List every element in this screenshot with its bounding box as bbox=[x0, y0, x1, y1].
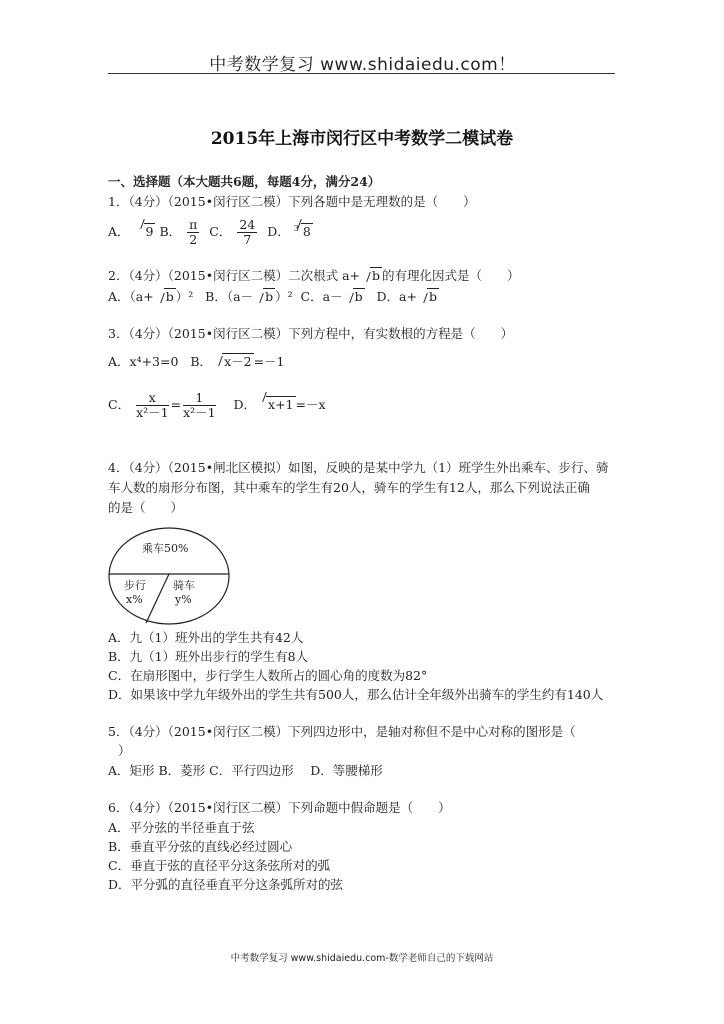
q2-option-c-radicand: b bbox=[354, 289, 363, 304]
q3-option-c-fraction-2 bbox=[183, 391, 216, 420]
q3-option-c-denominator-1: x²－1 bbox=[136, 405, 169, 420]
q2-option-b: B．（a－ bbox=[205, 289, 254, 304]
q2-option-b-sqrt bbox=[253, 289, 275, 304]
question-2-stem bbox=[108, 266, 520, 284]
q3-option-d-sqrt bbox=[256, 388, 295, 422]
q3-option-c-numerator-2: 1 bbox=[183, 391, 216, 406]
q1-option-d-sqrt bbox=[291, 215, 313, 249]
question-4-stem-line3: 的是（ ） bbox=[108, 500, 184, 515]
q1-option-d-index: 3 bbox=[293, 224, 299, 233]
pie-chart bbox=[108, 526, 230, 626]
question-4-option-c: C．在扇形图中，步行学生人数所占的圆心角的度数为82° bbox=[108, 668, 428, 683]
q2-option-b-post: ）² bbox=[275, 289, 293, 304]
question-4-option-a: A．九（1）班外出的学生共有42人 bbox=[108, 630, 304, 645]
q1-option-b-label: B． bbox=[159, 224, 182, 240]
question-1-stem: 1．（4分）（2015•闵行区二模）下列各题中是无理数的是（ ） bbox=[108, 194, 476, 209]
q2-option-a: A．（a+ bbox=[108, 289, 154, 304]
pie-label-walk-percent: x% bbox=[126, 593, 143, 606]
q1-option-d-radicand: 8 bbox=[302, 224, 311, 240]
question-6-option-a: A．平分弦的半径垂直于弦 bbox=[108, 820, 255, 835]
q2-option-c: C．a－ bbox=[300, 289, 343, 304]
q1-option-b-numerator: π bbox=[189, 217, 198, 233]
question-2-options bbox=[108, 287, 439, 305]
q2-option-b-radicand: b bbox=[265, 289, 274, 304]
pie-label-bus: 乘车50% bbox=[142, 542, 189, 555]
q2-stem-sqrt bbox=[360, 268, 382, 283]
question-5-stem-line1: 5．（4分）（2015•闵行区二模）下列四边形中，是轴对称但不是中心对称的图形是（ bbox=[108, 724, 576, 739]
q1-option-a-sqrt bbox=[134, 215, 156, 249]
q3-option-c-fraction-1 bbox=[136, 391, 169, 420]
question-3-stem: 3．（4分）（2015•闵行区二模）下列方程中，有实数根的方程是（ ） bbox=[108, 326, 514, 341]
q3-option-d-radicand: x+1 bbox=[268, 397, 294, 412]
pie-divider-slant bbox=[146, 574, 169, 623]
question-4-stem-line2: 车人数的扇形分布图，其中乘车的学生有20人，骑车的学生有12人，那么下列说法正确 bbox=[108, 480, 590, 495]
pie-label-bike: 骑车 bbox=[173, 579, 195, 592]
page-header: 中考数学复习 www.shidaiedu.com！ bbox=[209, 55, 516, 75]
question-4-option-d: D．如果该中学九年级外出的学生共有500人，那么估计全年级外出骑车的学生约有140人 bbox=[108, 687, 604, 702]
question-6-option-c: C．垂直于弦的直径平分这条弦所对的弧 bbox=[108, 858, 331, 873]
q1-option-b-denominator: 2 bbox=[189, 232, 198, 248]
q2-option-a-post: ）² bbox=[175, 289, 194, 304]
q1-option-a-radicand: 9 bbox=[145, 224, 154, 240]
question-5-options: A．矩形 B．菱形 C．平行四边形 D．等腰梯形 bbox=[108, 763, 383, 778]
q3-option-b-sqrt bbox=[212, 352, 254, 370]
question-3-options-cd bbox=[108, 388, 326, 422]
q1-option-b-fraction bbox=[187, 218, 199, 247]
question-5-stem-line2: ） bbox=[118, 743, 131, 758]
q1-option-c-denominator: 7 bbox=[243, 232, 252, 248]
q1-option-c-numerator: 24 bbox=[239, 217, 256, 233]
question-6-option-d: D．平分弧的直径垂直平分这条弧所对的弦 bbox=[108, 877, 344, 892]
q2-option-c-sqrt bbox=[343, 289, 365, 304]
question-4-option-b: B．九（1）班外出步行的学生有8人 bbox=[108, 649, 309, 664]
q1-option-c-label: C． bbox=[209, 224, 232, 240]
q3-option-b: B． bbox=[190, 354, 213, 369]
q1-option-a-label: A． bbox=[108, 224, 130, 240]
question-3-options-ab bbox=[108, 352, 285, 370]
pie-label-bike-percent: y% bbox=[175, 593, 192, 606]
q1-option-d-label: D． bbox=[267, 224, 290, 240]
q2-option-a-sqrt bbox=[154, 289, 176, 304]
q2-stem-post: 的有理化因式是（ ） bbox=[382, 268, 520, 283]
question-6-stem: 6．（4分）（2015•闵行区二模）下列命题中假命题是（ ） bbox=[108, 800, 451, 815]
q2-option-d-radicand: b bbox=[428, 289, 437, 304]
q3-option-c-numerator-1: x bbox=[136, 391, 169, 406]
section-heading: 一、选择题（本大题共6题，每题4分，满分24） bbox=[108, 174, 381, 189]
q3-option-b-radicand: x－2 bbox=[224, 354, 252, 369]
q3-option-c-denominator-2: x²－1 bbox=[183, 405, 216, 420]
q3-option-d: D． bbox=[233, 397, 257, 412]
q2-option-a-radicand: b bbox=[165, 289, 174, 304]
exam-title: 2015年上海市闵行区中考数学二模试卷 bbox=[210, 129, 514, 149]
q2-stem-pre: 2．（4分）（2015•闵行区二模）二次根式 a+ bbox=[108, 268, 360, 283]
q1-option-c-fraction bbox=[237, 218, 257, 247]
pie-label-walk: 步行 bbox=[124, 579, 146, 592]
q2-stem-radicand: b bbox=[372, 268, 381, 283]
question-1-options bbox=[108, 212, 313, 249]
question-4-stem-line1: 4．（4分）（2015•闸北区模拟）如图，反映的是某中学九（1）班学生外出乘车、步行、骑 bbox=[108, 460, 609, 475]
q2-option-d: D．a+ bbox=[376, 289, 417, 304]
q3-option-c: C． bbox=[108, 397, 131, 412]
q3-option-c-equals: = bbox=[170, 397, 182, 412]
q3-option-d-post: =－x bbox=[295, 397, 326, 412]
page-footer: 中考数学复习 www.shidaiedu.com-数学老师自己的下载网站 bbox=[230, 953, 494, 964]
question-6-option-b: B．垂直平分弦的直线必经过圆心 bbox=[108, 839, 293, 854]
header-divider bbox=[108, 73, 615, 74]
q2-option-d-sqrt bbox=[417, 289, 439, 304]
q3-option-a: A．x⁴+3=0 bbox=[108, 354, 179, 369]
q3-option-b-post: =－1 bbox=[253, 354, 285, 369]
